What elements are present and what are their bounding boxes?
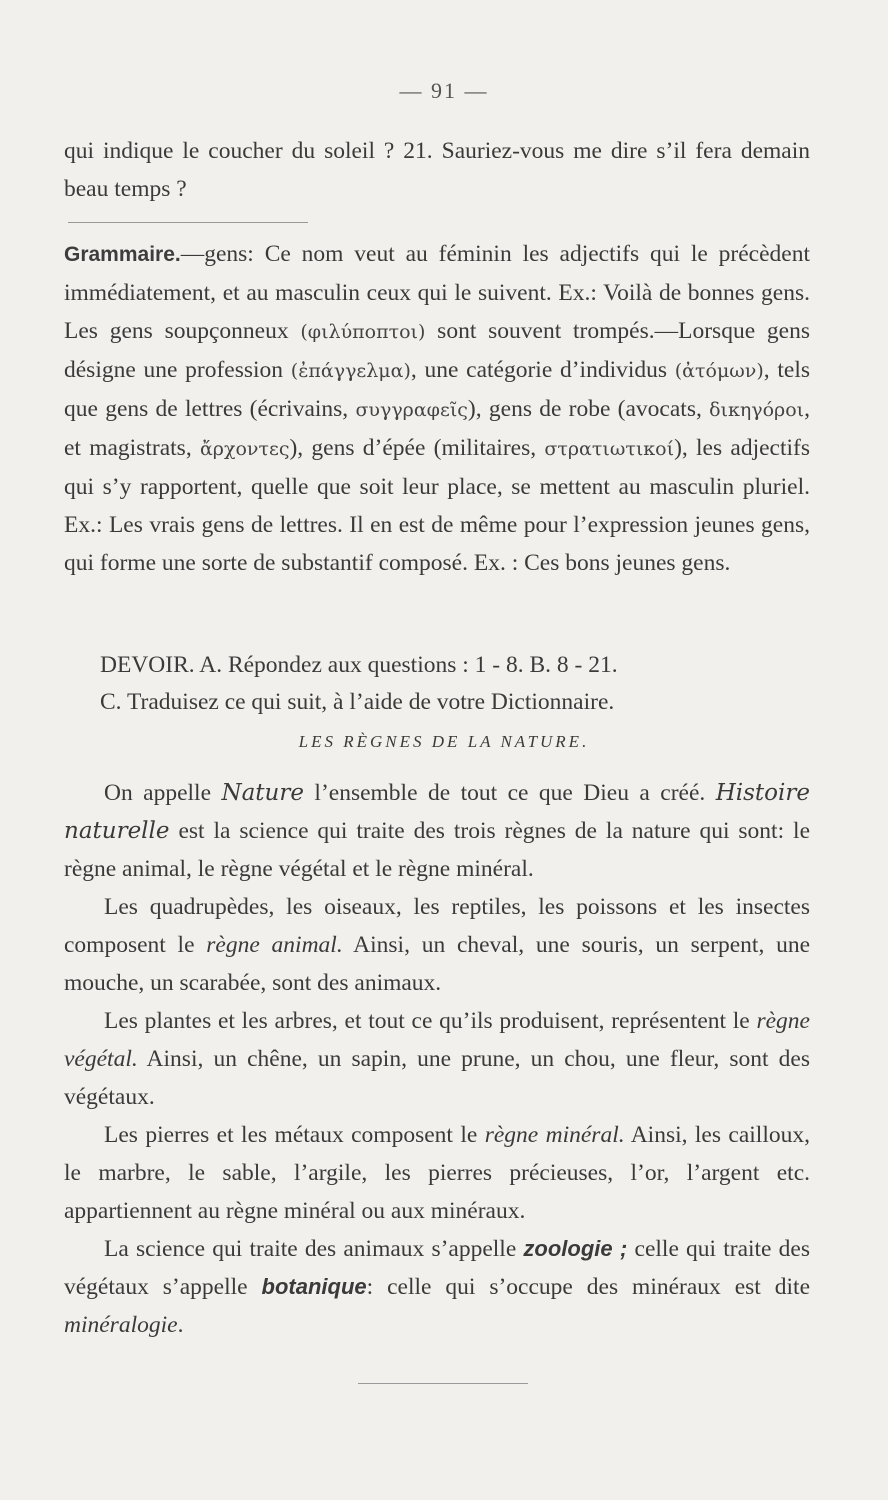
grammar-text-2: sont souvent trompés.—Lorsque gens désigne une profession <box>64 318 810 383</box>
devoir-line-1: DEVOIR. A. Répondez aux questions : 1 - 8. B. 8 - 21. <box>100 652 618 678</box>
p5-text-a: La science qui traite des animaux s’appelle <box>104 1236 524 1262</box>
mineralogie-term: minéralogie <box>64 1312 178 1338</box>
grammar-text-4: , tels que gens de lettres (écrivains, <box>64 357 810 422</box>
p1-text-b: l’ensemble de tout ce que Dieu a créé. <box>303 780 716 806</box>
page-number: — 91 — <box>399 78 489 103</box>
nature-paragraph-2 <box>64 888 810 1002</box>
p5-text-d: . <box>177 1312 184 1338</box>
grammar-text-6: , et magistrats, <box>64 396 810 461</box>
p3-text-b: Ainsi, un chêne, un sapin, une prune, un chou, une fleur, sont des végétaux. <box>64 1046 810 1110</box>
botanique-term: botanique <box>261 1274 367 1299</box>
p5-text-c: : celle qui s’occupe des minéraux est dite <box>366 1274 810 1300</box>
grammar-paragraph <box>64 235 810 582</box>
grammar-text-8: ), les adjectifs qui s’y rapportent, quelle que soit leur place, se mettent au masculin pluriel. Ex.: Les vrais gens de lettres. Il en est de même pour l’expression jeunes gens, qui forme une sorte de substantif composé. Ex. : Ces bons jeunes gens. <box>64 435 810 576</box>
intro-text: qui indique le coucher du soleil ? 21. Sauriez-vous me dire s’il fera demain beau temps ? <box>64 138 810 202</box>
p4-text-b: Ainsi, les cailloux, le marbre, le sable, l’argile, les pierres précieuses, l’or, l’argent etc. appartiennent au règne minéral ou aux minéraux. <box>64 1122 810 1224</box>
p3-text-a: Les plantes et les arbres, et tout ce qu’ils produisent, représentent le <box>104 1008 757 1034</box>
p2-text-a: Les quadrupèdes, les oiseaux, les reptiles, les poissons et les insectes composent le <box>64 894 810 958</box>
section-title: LES RÈGNES DE LA NATURE. <box>298 732 590 751</box>
p5-text-b: celle qui traite des végétaux s’appelle <box>64 1236 810 1300</box>
devoir-line-2: C. Traduisez ce qui suit, à l’aide de votre Dictionnaire. <box>100 689 615 715</box>
regne-mineral-term: règne minéral. <box>484 1122 625 1148</box>
greek-term-2: (ἐπάγγελμα) <box>290 360 411 382</box>
regne-animal-term: règne animal. <box>206 932 343 958</box>
greek-term-5: δικηγόροι <box>709 399 805 421</box>
histoire-naturelle-term: Histoire naturelle <box>64 780 810 844</box>
nature-paragraph-3 <box>64 1002 810 1116</box>
nature-paragraph-4 <box>64 1116 810 1230</box>
section-divider-bottom <box>358 1383 528 1384</box>
nature-term: Nature <box>221 780 304 806</box>
greek-term-3: (ἀτόμων) <box>674 360 764 382</box>
greek-term-7: στρατιωτικοί <box>544 438 675 460</box>
grammar-text-5: ), gens de robe (avocats, <box>467 396 710 422</box>
devoir-block <box>100 647 810 721</box>
p2-text-b: Ainsi, un cheval, une souris, un serpent, une mouche, un scarabée, sont des animaux. <box>64 932 810 996</box>
greek-term-4: συγγραφεῖς <box>355 399 468 421</box>
nature-paragraph-5 <box>64 1230 810 1344</box>
section-divider-top <box>68 222 308 223</box>
grammar-label: Grammaire. <box>64 243 181 266</box>
grammar-text-7: ), gens d’épée (militaires, <box>289 435 545 461</box>
p1-text-c: est la science qui traite des trois règnes de la nature qui sont: le règne animal, le règne végétal et le règne minéral. <box>64 818 810 882</box>
greek-term-6: ἄρχοντες <box>199 438 290 460</box>
grammar-text-3: , une catégorie d’individus <box>410 357 675 383</box>
nature-paragraph-1 <box>64 774 810 888</box>
grammar-dash: — <box>180 241 205 267</box>
p1-text-a: On appelle <box>104 780 222 806</box>
nature-section <box>64 774 810 1344</box>
regne-vegetal-term: règne végétal. <box>64 1008 810 1072</box>
p4-text-a: Les pierres et les métaux composent le <box>104 1122 485 1148</box>
grammar-text-1: gens: Ce nom veut au féminin les adjectifs qui le précèdent immédiatement, et au masculin ceux qui le suivent. Ex.: Voilà de bonnes gens. Les gens soupçonneux <box>64 241 810 344</box>
greek-term-1: (φιλύποπτοι) <box>300 321 426 343</box>
intro-paragraph <box>64 132 810 208</box>
zoologie-term: zoologie ; <box>523 1236 628 1261</box>
